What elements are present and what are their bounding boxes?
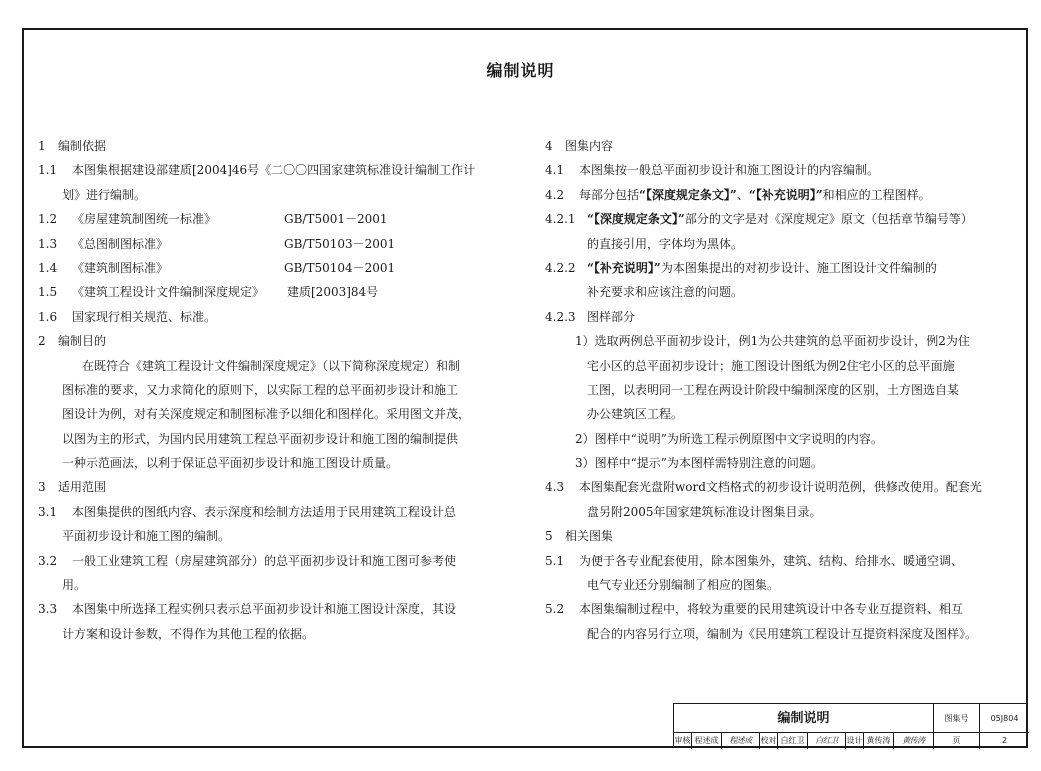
item-text: 本图集编制过程中，将较为重要的民用建筑设计中各专业互提资料、相互 — [579, 602, 964, 617]
item-number: 4.2.3 — [545, 309, 576, 324]
item-text: 本图集按一般总平面初步设计和施工图设计的内容编制。 — [579, 163, 880, 178]
checker-name: 白红卫 — [778, 733, 808, 749]
item-text: 本图集中所选择工程实例只表示总平面初步设计和施工图设计深度，其设 — [72, 602, 457, 617]
item-text: 用。 — [62, 578, 87, 593]
item-text: 补充要求和应该注意的问题。 — [587, 285, 744, 300]
item-number: 1 — [38, 139, 46, 153]
item-text: 在既符合《建筑工程设计文件编制深度规定》（以下简称深度规定）和制 — [82, 358, 461, 373]
text-line — [545, 549, 1015, 573]
page-number: 2 — [1001, 736, 1008, 745]
item-number: 3 — [38, 480, 46, 495]
item-text: 《总图制图标准》 — [72, 236, 169, 251]
title-block-name: 编制说明 — [674, 704, 934, 733]
item-number: 1.5 — [38, 285, 58, 300]
text-line — [38, 451, 516, 475]
item-text: 1）选取两例总平面初步设计，例1为公共建筑的总平面初步设计，例2为住 — [575, 334, 970, 349]
text-line — [38, 549, 516, 573]
section-heading: 适用范围 — [58, 480, 107, 495]
item-text: 图样部分 — [587, 309, 636, 324]
text-line — [38, 134, 516, 158]
item-text: “【深度规定条文】”部分的文字是对《深度规定》原文（包括章节编号等） — [587, 212, 973, 227]
text-line — [545, 451, 1015, 475]
text-line — [38, 207, 516, 231]
text-line — [38, 524, 516, 548]
atlas-number: 05J804 — [980, 704, 1029, 733]
item-text: 划》进行编制。 — [62, 187, 147, 202]
designer-signature: 黄传涛 — [894, 733, 934, 749]
text-line — [38, 427, 516, 451]
item-number: 4.2.1 — [545, 212, 576, 227]
item-text: 国家现行相关规范、标准。 — [72, 309, 217, 324]
text-line — [545, 158, 1015, 182]
title-block — [673, 703, 1028, 748]
item-text: 为便于各专业配套使用，除本图集外，建筑、结构、给排水、暖通空调、 — [579, 553, 964, 568]
item-text: 图标准的要求，又力求简化的原则下，以实际工程的总平面初步设计和施工 — [62, 382, 459, 397]
item-number: 4.1 — [545, 163, 565, 178]
standard-code: GB/T50104－2001 — [284, 260, 396, 275]
section-heading: 编制目的 — [58, 334, 107, 349]
text-line — [545, 207, 1015, 231]
section-heading: 图集内容 — [565, 139, 614, 153]
text-line — [545, 256, 1015, 280]
item-text: 一般工业建筑工程（房屋建筑部分）的总平面初步设计和施工图可参考使 — [72, 553, 457, 568]
text-line — [38, 280, 516, 304]
title-block-signatures — [674, 733, 1029, 749]
item-number: 4.2.2 — [545, 260, 576, 275]
text-line — [545, 280, 1015, 304]
text-line — [38, 232, 516, 256]
item-number: 4 — [545, 139, 553, 153]
checker-signature: 白红卫 — [808, 733, 846, 749]
item-number: 1.4 — [38, 260, 58, 275]
item-text: 盘另附2005年国家建筑标准设计图集目录。 — [587, 504, 822, 519]
item-text: 3）图样中“提示”为本图样需特别注意的问题。 — [575, 456, 823, 471]
text-line — [38, 573, 516, 597]
standard-code: GB/T5001－2001 — [284, 212, 388, 227]
text-line — [38, 256, 516, 280]
item-number: 3.2 — [38, 553, 58, 568]
text-line — [38, 622, 516, 646]
item-number: 5.2 — [545, 602, 565, 617]
text-line — [545, 378, 1015, 402]
designer-name: 黄传涛 — [864, 733, 894, 749]
item-text: 每部分包括“【深度规定条文】”、“【补充说明】”和相应的工程图样。 — [579, 187, 931, 202]
item-number: 5 — [545, 529, 553, 544]
text-line — [545, 134, 1015, 158]
text-line — [545, 232, 1015, 256]
item-text: 《房屋建筑制图统一标准》 — [72, 212, 217, 227]
item-number: 5.1 — [545, 553, 565, 568]
item-text: 本图集根据建设部建质[2004]46号《二〇〇四国家建筑标准设计编制工作计 — [72, 163, 476, 178]
page-label: 页 — [934, 733, 980, 749]
check-label: 校对 — [760, 733, 778, 749]
text-line — [545, 305, 1015, 329]
atlas-number-label: 图集号 — [934, 704, 980, 733]
text-line — [545, 500, 1015, 524]
text-line — [38, 183, 516, 207]
item-text: 《建筑工程设计文件编制深度规定》 — [72, 285, 265, 300]
text-line — [38, 402, 516, 426]
item-number: 3.3 — [38, 602, 58, 617]
text-line — [545, 597, 1015, 621]
item-text: 办公建筑区工程。 — [587, 407, 684, 422]
item-text: 本图集提供的图纸内容、表示深度和绘制方法适用于民用建筑工程设计总 — [72, 504, 457, 519]
standard-code: 建质[2003]84号 — [287, 285, 379, 300]
text-line — [38, 500, 516, 524]
text-line — [545, 183, 1015, 207]
section-heading: 编制依据 — [58, 139, 107, 153]
text-line — [545, 354, 1015, 378]
text-line — [38, 305, 516, 329]
right-column — [545, 134, 1015, 646]
item-number: 1.2 — [38, 212, 58, 227]
section-heading: 相关图集 — [565, 529, 614, 544]
item-number: 2 — [38, 334, 46, 349]
review-label: 审核 — [674, 733, 692, 749]
item-text: 计方案和设计参数，不得作为其他工程的依据。 — [62, 626, 315, 641]
item-text: 的直接引用，字体均为黑体。 — [587, 236, 744, 251]
item-text: 平面初步设计和施工图的编制。 — [62, 529, 231, 544]
reviewer-signature: 程述成 — [722, 733, 760, 749]
text-line — [38, 475, 516, 499]
item-text: 图设计为例，对有关深度规定和制图标准予以细化和图样化。采用图文并茂， — [62, 407, 471, 422]
item-number: 1.3 — [38, 236, 58, 251]
item-text: 工图，以表明同一工程在两设计阶段中编制深度的区别，土方图选自某 — [587, 382, 960, 397]
design-label: 设计 — [846, 733, 864, 749]
item-number: 1.1 — [38, 163, 58, 178]
item-text: 配合的内容另行立项，编制为《民用建筑工程设计互提资料深度及图样》。 — [587, 626, 978, 641]
item-number: 4.2 — [545, 187, 565, 202]
text-line — [545, 329, 1015, 353]
item-text: 一种示范画法，以利于保证总平面初步设计和施工图设计质量。 — [62, 456, 399, 471]
text-line — [545, 475, 1015, 499]
item-text: 本图集配套光盘附word文档格式的初步设计说明范例，供修改使用。配套光 — [579, 480, 982, 495]
item-text: 电气专业还分别编制了相应的图集。 — [587, 578, 780, 593]
text-line — [545, 573, 1015, 597]
text-line — [38, 354, 516, 378]
text-line — [545, 622, 1015, 646]
text-line — [545, 524, 1015, 548]
text-line — [38, 158, 516, 182]
item-text: 宅小区的总平面初步设计；施工图设计图纸为例2住宅小区的总平面施 — [587, 358, 955, 373]
item-text: “【补充说明】”为本图集提出的对初步设计、施工图设计文件编制的 — [587, 260, 937, 275]
item-number: 4.3 — [545, 480, 565, 495]
left-column — [38, 134, 516, 646]
text-line — [38, 597, 516, 621]
item-text: 以图为主的形式，为国内民用建筑工程总平面初步设计和施工图的编制提供 — [62, 431, 459, 446]
text-line — [38, 378, 516, 402]
item-text: 《建筑制图标准》 — [72, 260, 169, 275]
standard-code: GB/T50103－2001 — [284, 236, 396, 251]
item-number: 3.1 — [38, 504, 58, 519]
page-title: 编制说明 — [486, 61, 555, 80]
reviewer-name: 程述成 — [692, 733, 722, 749]
text-line — [545, 427, 1015, 451]
text-line — [545, 402, 1015, 426]
item-text: 2）图样中“说明”为所选工程示例原图中文字说明的内容。 — [575, 431, 883, 446]
item-number: 1.6 — [38, 309, 58, 324]
text-line — [38, 329, 516, 353]
